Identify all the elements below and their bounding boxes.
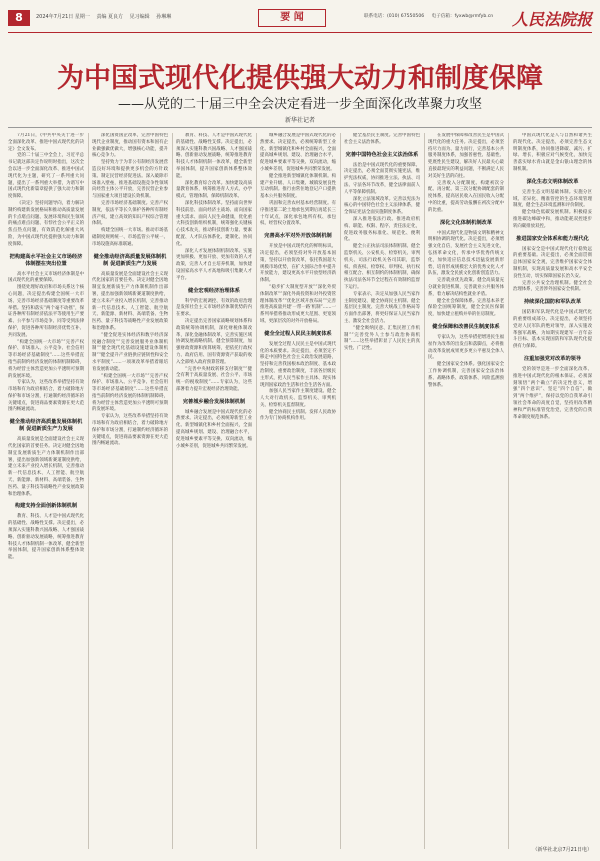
section-heading: 健全宏观经济治理体系	[188, 287, 240, 294]
paragraph: 完善就业优先政策。健全高质量充分就业促进机制，完善就业公共服务体系，着力解决结构性就业矛盾。	[428, 278, 504, 297]
paragraph: 国家安全是中国式现代化行稳致远的重要基础。决定提出，必须全面贯彻总体国家安全观，完善维护国家安全体制机制，实现高质量发展和高水平安全良性互动，切实保障国家长治久安。	[513, 246, 592, 279]
paragraph: 坚持致力于为非公有制经济发展营造良好环境和提供更多机会的方针政策。制定民营经济促进法。深入破除市场准入壁垒，推进基础设施竞争性领域向经营主体公平开放，完善民营企业参与国家重大项目建设长效机制。	[92, 160, 168, 200]
paragraph: 健全国家安全体系。强化国家安全工作协调机制，完善国家安全法治体系、战略体系、政策体系、风险监测预警体系。	[428, 362, 504, 388]
paragraph: 科学的宏观调控、有效的政府治理是发挥社会主义市场经济体制优势的内在要求。	[176, 298, 252, 318]
paragraph: 深化教育综合改革。加快建设高质量教育体系，统筹推进育人方式、办学模式、管理体制、保障机制改革。	[176, 180, 252, 200]
page-number: 8	[8, 10, 30, 26]
section-heading: 深化生态文明体制改革	[526, 178, 579, 185]
paragraph: 在发展中保障和改善民生是中国式现代化的重大任务。决定提出，必须坚持尽力而为、量力而行，完善基本公共服务制度体系，加强普惠性、基础性、兜底性民生建设，解决好人民最关心最直接最现实的利益问题，不断满足人民对美好生活的向往。	[428, 133, 504, 179]
paragraph: 完善市场经济基础制度。完善产权制度，依法平等长久保护各种所有制经济产权，建立高效的知识产权综合管理体制。	[92, 200, 168, 227]
byline: 新华社记者	[284, 117, 315, 124]
paragraph: 深入推进依法行政。推进政府机构、职能、权限、程序、责任法定化，促进政务服务标准化、规范化、便利化。	[344, 216, 420, 243]
paragraph: 国防和军队现代化是中国式现代化的重要组成部分。决定提出，必须坚持党对人民军队的绝对领导，深入实施改革强军战略，为如期实现建军一百年奋斗目标、基本实现国防和军队现代化提供有力保障。	[513, 310, 592, 350]
paragraph: 《决定》坚持问题导向，着力解决制约构建新发展格局和推动高质量发展的卡点堵点问题、发展环境和民生领域的痛点难点问题、有悖社会公平正义的焦点热点问题，有效防范化解重大风险，为中国式现代化提供强大动力和制度保障。	[8, 200, 84, 247]
paragraph: 巩固和完善农村基本经营制度。有序推进第二轮土地承包到期后再延长三十年试点，深化承包地所有权、承包权、经营权分置改革。	[260, 200, 336, 227]
section-heading: 完善中国特色社会主义法治体系	[345, 151, 419, 158]
paragraph: 决定提出完善国家战略规划体系和政策统筹协调机制，深化财税体制改革，深化金融体制改革，完善实施区域协调发展战略机制。健全预算制度，加强财政资源和预算统筹，把依托行政权力、政府信用、国有资源资产获取的收入全部纳入政府预算管理。	[176, 318, 252, 365]
paragraph: 党的领导是进一步全面深化改革、推进中国式现代化的根本保证。必须深刻领悟“两个确立”的决定性意义，增强“四个意识”、坚定“四个自信”、做到“两个维护”，保持以党的自我革命引领社会革命的高度自觉，坚持用改革精神和严的标准管党治党，完善党的自我革命制度规范体系。	[513, 366, 592, 420]
paragraph: 法治是中国式现代化的重要保障。决定提出，必须全面贯彻实施宪法，维护宪法权威，协同推进立法、执法、司法、守法各环节改革，健全法律面前人人平等保障机制。	[344, 162, 420, 195]
paragraph: 深化立法领域改革。完善以宪法为核心的中国特色社会主义法律体系，健全保证宪法全面实施制度体系。	[344, 196, 420, 216]
article-footer: （新华社北京7月21日电）	[532, 847, 592, 853]
contact-info	[364, 13, 499, 19]
newspaper-logo: 人民法院报	[511, 10, 592, 29]
section-label: 要 闻	[258, 9, 326, 27]
paragraph: “健全吸纳民意、汇集民智工作机制”“完善党外人士参与政治协商机制”……这些举措彰显了人民民主的真实性、广泛性。	[344, 325, 420, 352]
paragraph: 健全基层民主制度。完善中国特色社会主义法治体系。	[344, 133, 420, 145]
paragraph: 城乡融合发展是中国式现代化的必然要求。决定提出，必须统筹新型工业化、新型城镇化和乡村全面振兴，全面提高城乡规划、建设、治理融合水平，促进城乡要素平等交换、双向流动，缩小城乡差别，促进城乡共同繁荣发展。	[176, 409, 252, 449]
contact-email: 电子信箱：fyxwb@rmfyb.cn	[431, 14, 494, 19]
section-heading: 健全推动经济高质量发展体制机制 促进新质生产力发展	[9, 419, 83, 433]
section-heading: 健全全过程人民民主制度体系	[264, 330, 332, 337]
section-heading: 持续深化国防和军队改革	[523, 299, 582, 306]
column-divider	[172, 133, 173, 849]
article-column-4	[260, 133, 336, 853]
paragraph: “健全促进实体经济和数字经济深度融合制度”“完善发展服务业体制机制”“健全现代化基础设施建设体制机制”“健全提升产业链供应链韧性和安全水平制度”……一项项改革举措着眼培育发展新动能。	[92, 332, 168, 372]
column-divider	[424, 133, 425, 849]
paragraph: “稳步扩大制度型开放”“深化外贸体制改革”“深化外商投资和对外投资管理体制改革”“优化区域开放布局”“完善推进高质量共建‘一带一路’机制”……一系列举措将推动形成更大范围、更宽领域、更深层次的对外开放格局。	[260, 284, 336, 324]
masthead	[8, 6, 592, 33]
paragraph: 中国式现代化是物质文明和精神文明相协调的现代化。决定提出，必须增强文化自信，发展社会主义先进文化，弘扬革命文化，传承中华优秀传统文化，加快适应信息技术迅猛发展新形势，培育形成规模宏大的优秀文化人才队伍，激发全民族文化创新创造活力。	[428, 230, 504, 277]
section-heading: 推进国家安全体系和能力现代化	[516, 235, 589, 242]
editor: 责编 夏良方	[96, 14, 124, 20]
paragraph: 党的二十届三中全会上，习近平总书记就这部决定作说明时指出，这次全会以进一步全面深化改革、推进中国式现代化为主题，研究了一系列重大问题，提出了一系列重大举措，为谱写中国式现代化新篇章提供了强大动力和制度保障。	[8, 153, 84, 200]
column-divider	[508, 133, 509, 849]
headline: 为中国式现代化提供强大动力和制度保障	[57, 63, 543, 94]
article-column-2	[92, 133, 168, 853]
paragraph: 发展全过程人民民主是中国式现代化的本质要求。决定提出，必须坚定不移走中国特色社会主义政治发展道路，坚持和完善我国根本政治制度、基本政治制度、重要政治制度，丰富各层级民主形式，把人民当家作主具体、现实体现到国家政治生活和社会生活各方面。	[260, 341, 336, 388]
paragraph: 专家认为，这些改革举措坚持有效市场和有为政府相结合，着力破除地方保护和市场分割，打通制约经济循环的关键堵点，促进商品要素资源在更大范围内畅通流动。	[92, 414, 168, 447]
paragraph: 城乡融合发展是中国式现代化的必然要求。决定提出，必须统筹新型工业化、新型城镇化和乡村全面振兴，全面提高城乡规划、建设、治理融合水平，促进城乡要素平等交换、双向流动，缩小城乡差别，促进城乡共同繁荣发展。	[260, 133, 336, 172]
paragraph: “构建全国统一大市场”“完善产权保护、市场准入、公平竞争、社会信用等市场经济基础制度”……这些举措直指当前制约经济发展的体制机制障碍，将为经营主体营造更加公平透明可预期的发展环境。	[92, 373, 168, 413]
subheadline: ——从党的二十届三中全会决定看进一步全面深化改革聚力攻坚	[117, 97, 482, 112]
paragraph: 教育、科技、人才是中国式现代化的基础性、战略性支撑。决定提出，必须深入实施科教兴国战略、人才强国战略、创新驱动发展战略，统筹推进教育科技人才体制机制一体改革，健全新型举国体制，提升国家创新体系整体效能。	[8, 514, 84, 561]
section-heading: 健全保障和改善民生制度体系	[432, 323, 500, 330]
column-divider	[256, 133, 257, 849]
paragraph: 构建全国统一大市场。推动市场基础制度规则统一、市场监管公平统一、市场设施高标准联通。	[92, 228, 168, 247]
section-heading: 把构建高水平社会主义市场经济体制摆在突出位置	[9, 253, 83, 267]
paragraph: 高质量发展是全面建设社会主义现代化国家的首要任务。决定对健全因地制宜发展新质生产力体制机制作出部署，提出加强新领域新赛道制度供给，建立未来产业投入增长机制，完善推动新一代信息技术、人工智能、航空航天、新能源、新材料、高端装备、生物医药、量子科技等战略性产业发展政策和治理体系。	[8, 437, 84, 497]
column-divider	[88, 133, 89, 849]
article-column-3	[176, 133, 252, 853]
paragraph: 高质量发展是全面建设社会主义现代化国家的首要任务。决定对健全因地制宜发展新质生产力体制机制作出部署，提出加强新领域新赛道制度供给，建立未来产业投入增长机制，完善推动新一代信息技术、人工智能、航空航天、新能源、新材料、高端装备、生物医药、量子科技等战略性产业发展政策和治理体系。	[92, 271, 168, 331]
paragraph: 教育、科技、人才是中国式现代化的基础性、战略性支撑。决定提出，必须深入实施科教兴国战略、人才强国战略、创新驱动发展战略，统筹推进教育科技人才体制机制一体改革，健全新型举国体制，提升国家创新体系整体效能。	[176, 133, 252, 179]
section-heading: 构建支持全面创新体制机制	[14, 503, 78, 510]
column-divider	[340, 133, 341, 849]
paragraph: 高水平社会主义市场经济体制是中国式现代化的重要保障。	[8, 271, 84, 284]
masthead-info	[36, 13, 176, 20]
newspaper-page	[8, 6, 592, 855]
paragraph: 加强人民当家作主制度建设。健全人大对行政机关、监察机关、审判机关、检察机关监督制度。	[260, 389, 336, 408]
paragraph: 专家表示，决定从加强人民当家作主制度建设、健全协商民主机制、健全基层民主制度、完善大统战工作格局等方面作出部署，将更好保证人民当家作主、激发全社会活力。	[344, 291, 420, 324]
paragraph: 完善公共安全治理机制。健全社会治理体系，完善涉外国家安全机制。	[513, 280, 592, 293]
paragraph: 完善生态文明基础体制。实施分区域、差异化、精准管控的生态环境管理制度，健全生态环境监测和评价制度。	[513, 189, 592, 209]
section-heading: 注重加强党对改革的领导	[523, 355, 582, 362]
paragraph: “完善中央财政转移支付制度”“健全有利于高质量发展、社会公平、市场统一的税收制度”……专家认为，这些部署着力提升宏观经济治理效能。	[176, 366, 252, 392]
paragraph: 完善收入分配制度。构建初次分配、再分配、第三次分配协调配套的制度体系，提高居民收入在国民收入分配中的比重，提高劳动报酬在初次分配中的比重。	[428, 180, 504, 213]
article-column-1	[8, 133, 84, 853]
section-heading: 健全推动经济高质量发展体制机制 促进新质生产力发展	[93, 253, 167, 267]
proof-editor: 见习编辑	[129, 14, 150, 20]
paragraph: 中国式现代化是人与自然和谐共生的现代化。决定提出，必须完善生态文明制度体系，协同推进降碳、减污、扩绿、增长，积极应对气候变化，加快完善落实绿水青山就是金山银山理念的体制机制。	[513, 133, 592, 172]
paragraph: 健全协商民主机制。发挥人民政协作为专门协商机构作用。	[260, 409, 336, 422]
paragraph: 专家认为，这些举措把增进民生福祉作为改革的出发点和落脚点，必将推动改革发展成果更多更公平惠及全体人民。	[428, 334, 504, 361]
contact-phone: 联系电话：(010) 67550506	[364, 14, 425, 19]
paragraph: 健全绿色低碳发展机制。积极稳妥推进碳达峰碳中和，推动能耗双控逐步转向碳排放双控。	[513, 210, 592, 229]
article-column-6	[428, 133, 504, 853]
paragraph: “构建全国统一大市场”“完善产权保护、市场准入、公平竞争、社会信用等市场经济基础制度”……这些举措直指当前制约经济发展的体制机制障碍，将为经营主体营造更加公平透明可预期的发展环境。	[8, 339, 84, 379]
paragraph: 深化人才发展体制机制改革。实施更加积极、更加开放、更加有效的人才政策，完善人才自主培养机制，加快建设国家高水平人才高地和吸引集聚人才平台。	[176, 248, 252, 281]
issue-date: 2024年7月21日 星期一	[36, 14, 90, 20]
paragraph: 健全社会保障体系。完善基本养老保险全国统筹制度，健全全民医保制度，加快建立租购并举的住房制度。	[428, 298, 504, 318]
section-heading: 完善高水平对外开放体制机制	[264, 233, 332, 240]
paragraph: 深化科技体制改革。坚持面向世界科技前沿、面向经济主战场、面向国家重大需求、面向人民生命健康，优化重大科技创新组织机制，统筹强化关键核心技术攻关，推动科技创新力量、要素配置、人才队伍体系化、建制化、协同化。	[176, 200, 252, 247]
section-heading: 完善城乡融合发展体制机制	[182, 398, 246, 405]
paragraph: 围绕处理好政府和市场关系这个核心问题，决定提出构建全国统一大市场、完善市场经济基础制度等重要改革举措。坚持和落实“两个毫不动摇”，保证各种所有制经济依法平等使用生产要素、公平参与市场竞争、同等受到法律保护，促进各种所有制经济优势互补、共同发展。	[8, 285, 84, 338]
paragraph: 7月21日，《中共中央关于进一步全面深化改革、推进中国式现代化的决定》全文发布。	[8, 133, 84, 152]
paragraph: 专家认为，这些改革举措坚持有效市场和有为政府相结合，着力破除地方保护和市场分割，打通制约经济循环的关键堵点，促进商品要素资源在更大范围内畅通流动。	[8, 380, 84, 413]
typesetter: 孙琳琳	[156, 14, 172, 20]
headline-divider	[8, 127, 592, 128]
paragraph: 深化国资国企改革，完善中国特色现代企业制度，推动国有资本和国有企业做强做优做大，增强核心功能，提升核心竞争力。	[92, 133, 168, 159]
article-column-7	[513, 133, 592, 853]
paragraph: 健全推进新型城镇化体制机制。构建产业升级、人口集聚、城镇发展良性互动机制。推行由常住地登记户口提供基本公共服务制度。	[260, 173, 336, 200]
paragraph: 健全公正执法司法体制机制。健全监察机关、公安机关、检察机关、审判机关、司法行政机关各司其职，监察权、侦查权、检察权、审判权、执行权相互配合、相互制约的体制机制，确保执法司法各环节全过程在有效制约监督下运行。	[344, 244, 420, 290]
section-heading: 深化文化体制机制改革	[440, 219, 492, 226]
article-column-5	[344, 133, 420, 853]
paragraph: 开放是中国式现代化的鲜明标识。决定提出，必须坚持对外开放基本国策，坚持以开放促改革，依托我国超大规模市场优势，在扩大国际合作中提升开放能力，建设更高水平开放型经济新体制。	[260, 244, 336, 284]
